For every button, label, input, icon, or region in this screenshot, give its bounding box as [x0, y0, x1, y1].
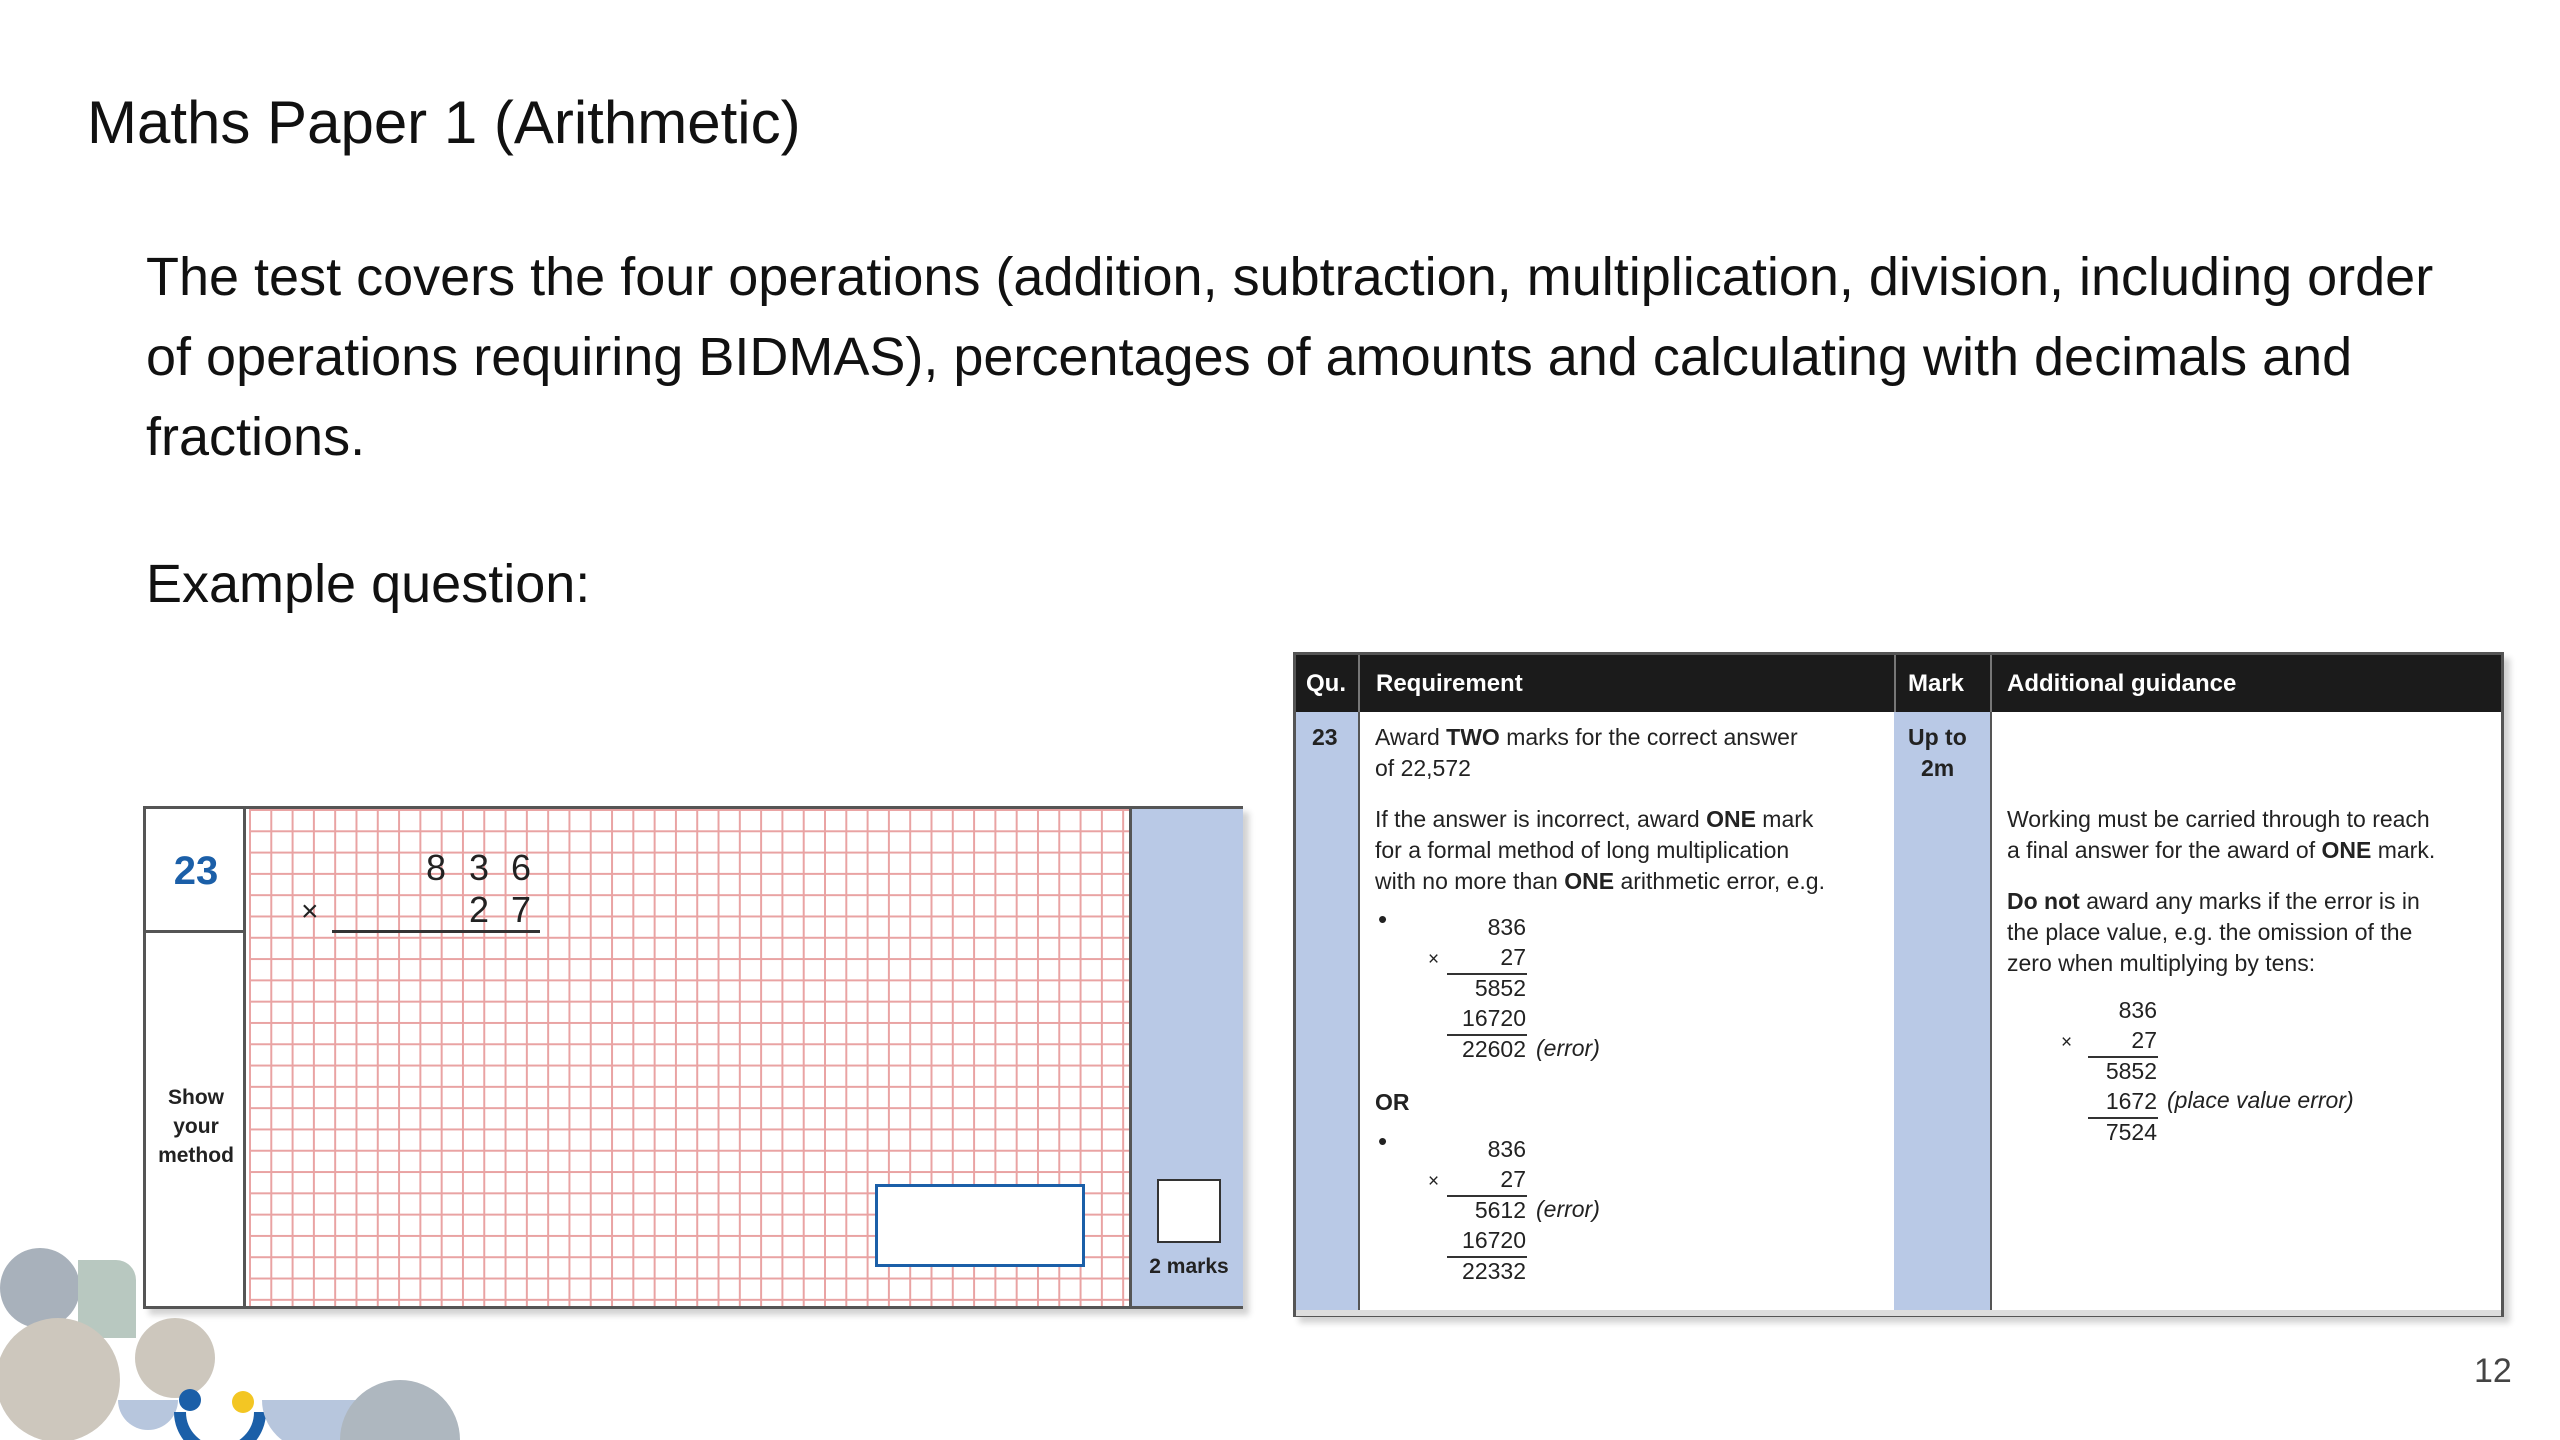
ex1-p2: 16720 [1462, 1005, 1526, 1031]
digit-bottom-2: 7 [511, 889, 532, 930]
guid-g2-line1 [2007, 886, 2420, 917]
req-p2-line1 [1375, 804, 1813, 835]
guid-g1-line2 [2007, 835, 2435, 866]
digit-top-2: 3 [469, 847, 490, 888]
marks-square [1157, 1179, 1221, 1243]
ex1-p1: 5852 [1474, 975, 1526, 1001]
req-text: mark [1755, 806, 1814, 832]
guid-ex-p2: 1672 [2105, 1088, 2157, 1114]
guid-g2-line3: zero when multiplying by tens: [2007, 950, 2316, 976]
digit-top-3: 6 [511, 847, 532, 888]
ex2-b: 27 [1500, 1166, 1526, 1192]
marks-label: 2 marks [1149, 1255, 1229, 1278]
guid-text: a final answer for the award of [2007, 837, 2322, 863]
ex2-p1-note: (error) [1536, 1196, 1600, 1222]
guid-ex-b: 27 [2131, 1027, 2157, 1053]
page-number: 12 [2474, 1352, 2512, 1390]
multiplication-line [332, 930, 540, 933]
req-text: If the answer is incorrect, award [1375, 806, 1707, 832]
decor-circle [0, 1248, 80, 1328]
bullet-1: • [1378, 904, 1388, 934]
ex1-total: 22602 [1462, 1036, 1526, 1062]
header-guidance: Additional guidance [2007, 670, 2237, 697]
header-divider [1990, 655, 1992, 712]
mark-scheme-table [1293, 652, 2504, 1317]
decor-half-circle [340, 1380, 460, 1440]
header-qu: Qu. [1306, 670, 1346, 697]
header-mark: Mark [1908, 670, 1965, 697]
req-p1-line1 [1375, 722, 1798, 753]
req-text: with no more than [1375, 868, 1565, 894]
mark-line2: 2m [1921, 755, 1955, 781]
req-bold: TWO [1446, 724, 1500, 750]
req-text: arithmetic error, e.g. [1614, 868, 1825, 894]
req-bold: ONE [1564, 868, 1615, 894]
times-sign: × [301, 895, 319, 928]
guid-g1-line1: Working must be carried through to reach [2007, 806, 2430, 832]
guid-ex-a: 836 [2118, 997, 2157, 1023]
answer-box[interactable] [875, 1184, 1085, 1267]
decor-smile [180, 1412, 260, 1440]
mark-column [1894, 712, 1992, 1316]
ex2-a: 836 [1487, 1136, 1526, 1162]
req-or-label: OR [1375, 1089, 1410, 1115]
req-p2-line3 [1375, 866, 1825, 897]
guid-ex-p1: 5852 [2105, 1058, 2157, 1084]
ex1-times: × [1428, 949, 1440, 970]
header-divider [1358, 655, 1360, 712]
marks-column [1129, 809, 1243, 1306]
requirement-column [1358, 712, 1896, 1316]
guid-text: award any marks if the error is in [2079, 888, 2420, 914]
req-p1-line2: of 22,572 [1375, 755, 1471, 781]
decorative-logo-shapes [0, 1240, 470, 1440]
slide-title: Maths Paper 1 (Arithmetic) [87, 89, 801, 156]
header-divider [1894, 655, 1896, 712]
digit-bottom-1: 2 [469, 889, 490, 930]
bullet-2: • [1378, 1126, 1388, 1156]
digit-top-1: 8 [426, 847, 447, 888]
guidance-column [1990, 712, 2501, 1316]
working-grid[interactable] [249, 809, 1129, 1306]
ex2-p1: 5612 [1474, 1197, 1526, 1223]
slide-body-text: The test covers the four operations (addition, subtraction, multiplication, division, including order of operations requiring BIDMAS), percentages of amounts and calculating with decimals and fractions. [146, 247, 2434, 467]
req-bold: ONE [1706, 806, 1756, 832]
guid-bold: Do not [2007, 888, 2080, 914]
guid-ex-times: × [2061, 1032, 2073, 1053]
req-text: Award [1375, 724, 1447, 750]
question-answer-box [143, 806, 1243, 1309]
mark-scheme-header [1296, 655, 2501, 712]
ex1-note: (error) [1536, 1035, 1600, 1061]
header-requirement: Requirement [1376, 670, 1523, 697]
ex2-p2: 16720 [1462, 1227, 1526, 1253]
guid-text: mark. [2371, 837, 2436, 863]
ex2-total: 22332 [1462, 1258, 1526, 1284]
example-question-label: Example question: [146, 554, 591, 614]
req-text: marks for the correct answer [1499, 724, 1798, 750]
qu-column [1296, 712, 1360, 1316]
guid-bold: ONE [2321, 837, 2372, 863]
ex1-a: 836 [1487, 914, 1526, 940]
guid-ex-note: (place value error) [2167, 1087, 2354, 1113]
decor-half-circle [118, 1400, 178, 1430]
decor-circle [135, 1318, 215, 1398]
guid-g2-line2: the place value, e.g. the omission of the [2007, 919, 2413, 945]
decor-dot-blue [179, 1389, 201, 1411]
mark-line1: Up to [1908, 724, 1967, 750]
table-bottom-edge [1296, 1310, 2501, 1316]
req-p2-line2: for a formal method of long multiplication [1375, 837, 1790, 863]
question-number: 23 [173, 848, 219, 893]
decor-dot-yellow [232, 1391, 254, 1413]
guid-ex-total: 7524 [2105, 1119, 2157, 1145]
question-number-cell [146, 809, 246, 933]
ex2-times: × [1428, 1171, 1440, 1192]
show-method-label: Show your method [158, 1086, 234, 1167]
scheme-question-number: 23 [1312, 724, 1338, 750]
ex1-b: 27 [1500, 944, 1526, 970]
